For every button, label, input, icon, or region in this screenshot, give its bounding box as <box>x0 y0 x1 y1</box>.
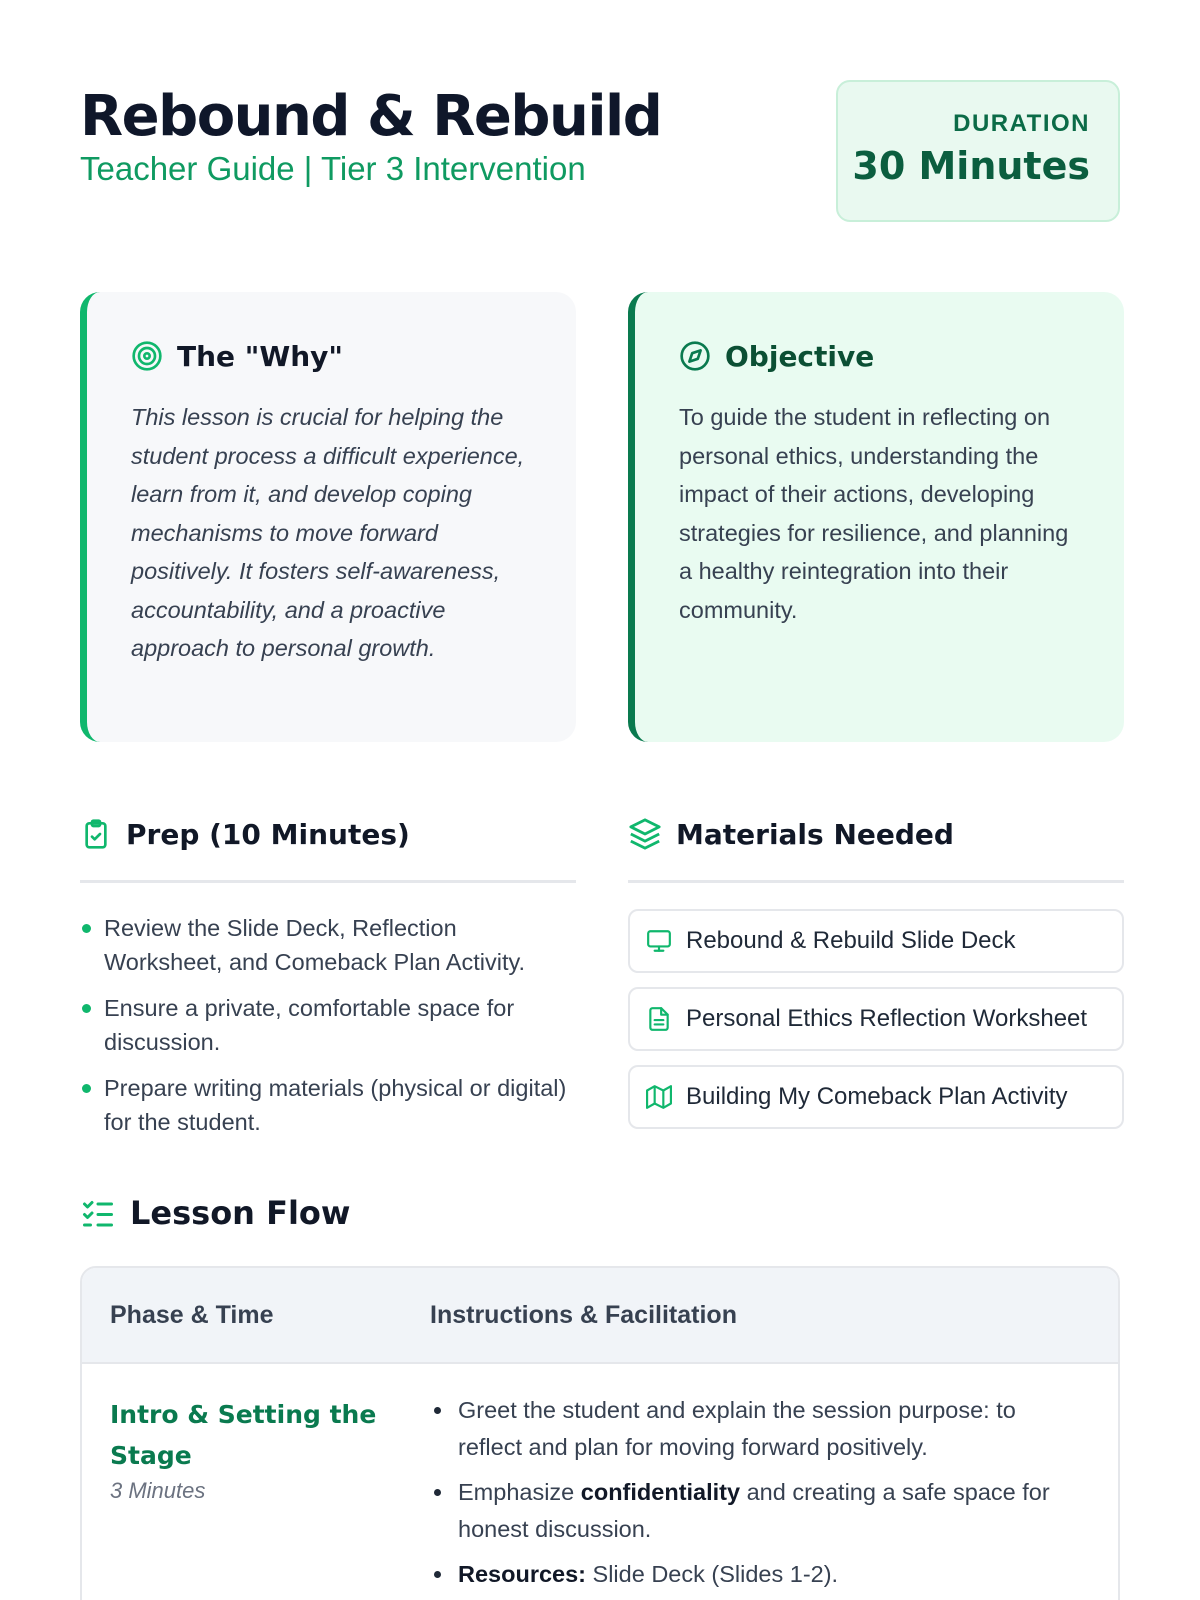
page-title: Rebound & Rebuild <box>80 84 662 149</box>
instructions-list <box>432 1392 1082 1600</box>
duration-badge <box>836 80 1120 222</box>
instruction-text: Greet the student and explain the session purpose: to reflect and plan for moving forward positively. <box>458 1397 1016 1460</box>
instruction-text: and creating a safe space for honest discussion. <box>458 1479 1050 1542</box>
table-header <box>82 1268 1118 1364</box>
target-icon <box>131 340 163 372</box>
material-label: Rebound & Rebuild Slide Deck <box>686 927 1016 954</box>
prep-item: Review the Slide Deck, Reflection Worksheet, and Comeback Plan Activity. <box>80 911 576 979</box>
instruction-text: Emphasize <box>458 1479 581 1505</box>
phase-time: 3 Minutes <box>110 1478 206 1503</box>
page-header <box>80 80 1120 220</box>
duration-label: DURATION <box>953 110 1090 137</box>
phase-name: Intro & Setting the Stage <box>110 1400 377 1470</box>
objective-card <box>628 292 1124 742</box>
materials-list <box>628 909 1124 1129</box>
compass-icon <box>679 340 711 372</box>
why-card <box>80 292 576 742</box>
list-checks-icon <box>80 1195 116 1231</box>
prep-item: Ensure a private, comfortable space for discussion. <box>80 991 576 1059</box>
duration-value: 30 Minutes <box>852 144 1090 188</box>
why-body: This lesson is crucial for helping the student process a difficult experience, learn from it, and develop coping mechanisms to move forward positively. It fosters self-awareness, accountability, and a proactive approach to personal growth. <box>131 404 525 661</box>
material-label: Personal Ethics Reflection Worksheet <box>686 1005 1088 1032</box>
prep-section <box>80 812 576 1151</box>
objective-body: To guide the student in reflecting on personal ethics, understanding the impact of their actions, developing strategies for resilience, and planning a healthy reintegration into their community. <box>679 404 1069 623</box>
phase-cell <box>110 1394 390 1504</box>
document-icon <box>646 1006 672 1032</box>
instruction-item <box>432 1474 1082 1548</box>
prep-list <box>80 911 576 1139</box>
materials-section <box>628 812 1124 1143</box>
column-header-instructions: Instructions & Facilitation <box>430 1301 737 1329</box>
material-slide-deck[interactable] <box>628 909 1124 973</box>
instruction-emphasis: Resources: <box>458 1561 586 1587</box>
prep-item: Prepare writing materials (physical or digital) for the student. <box>80 1071 576 1139</box>
instruction-item <box>432 1556 1082 1593</box>
instruction-emphasis: confidentiality <box>580 1479 741 1505</box>
column-header-phase: Phase & Time <box>110 1301 274 1329</box>
layers-icon <box>628 817 662 851</box>
material-worksheet[interactable] <box>628 987 1124 1051</box>
page-subtitle: Teacher Guide | Tier 3 Intervention <box>80 150 586 187</box>
map-icon <box>646 1084 672 1110</box>
materials-title: Materials Needed <box>676 817 954 851</box>
clipboard-check-icon <box>80 818 112 850</box>
materials-divider <box>628 880 1124 883</box>
instruction-item <box>432 1392 1082 1466</box>
material-comeback-plan[interactable] <box>628 1065 1124 1129</box>
instruction-text: Slide Deck (Slides 1-2). <box>586 1561 839 1587</box>
prep-divider <box>80 880 576 883</box>
material-label: Building My Comeback Plan Activity <box>686 1083 1068 1110</box>
objective-title: Objective <box>725 339 875 373</box>
lesson-flow-title: Lesson Flow <box>130 1194 351 1232</box>
monitor-icon <box>646 928 672 954</box>
prep-title: Prep (10 Minutes) <box>126 817 410 851</box>
why-title: The "Why" <box>177 339 344 373</box>
lesson-flow-header <box>80 1194 350 1232</box>
lesson-flow-table <box>80 1266 1120 1600</box>
